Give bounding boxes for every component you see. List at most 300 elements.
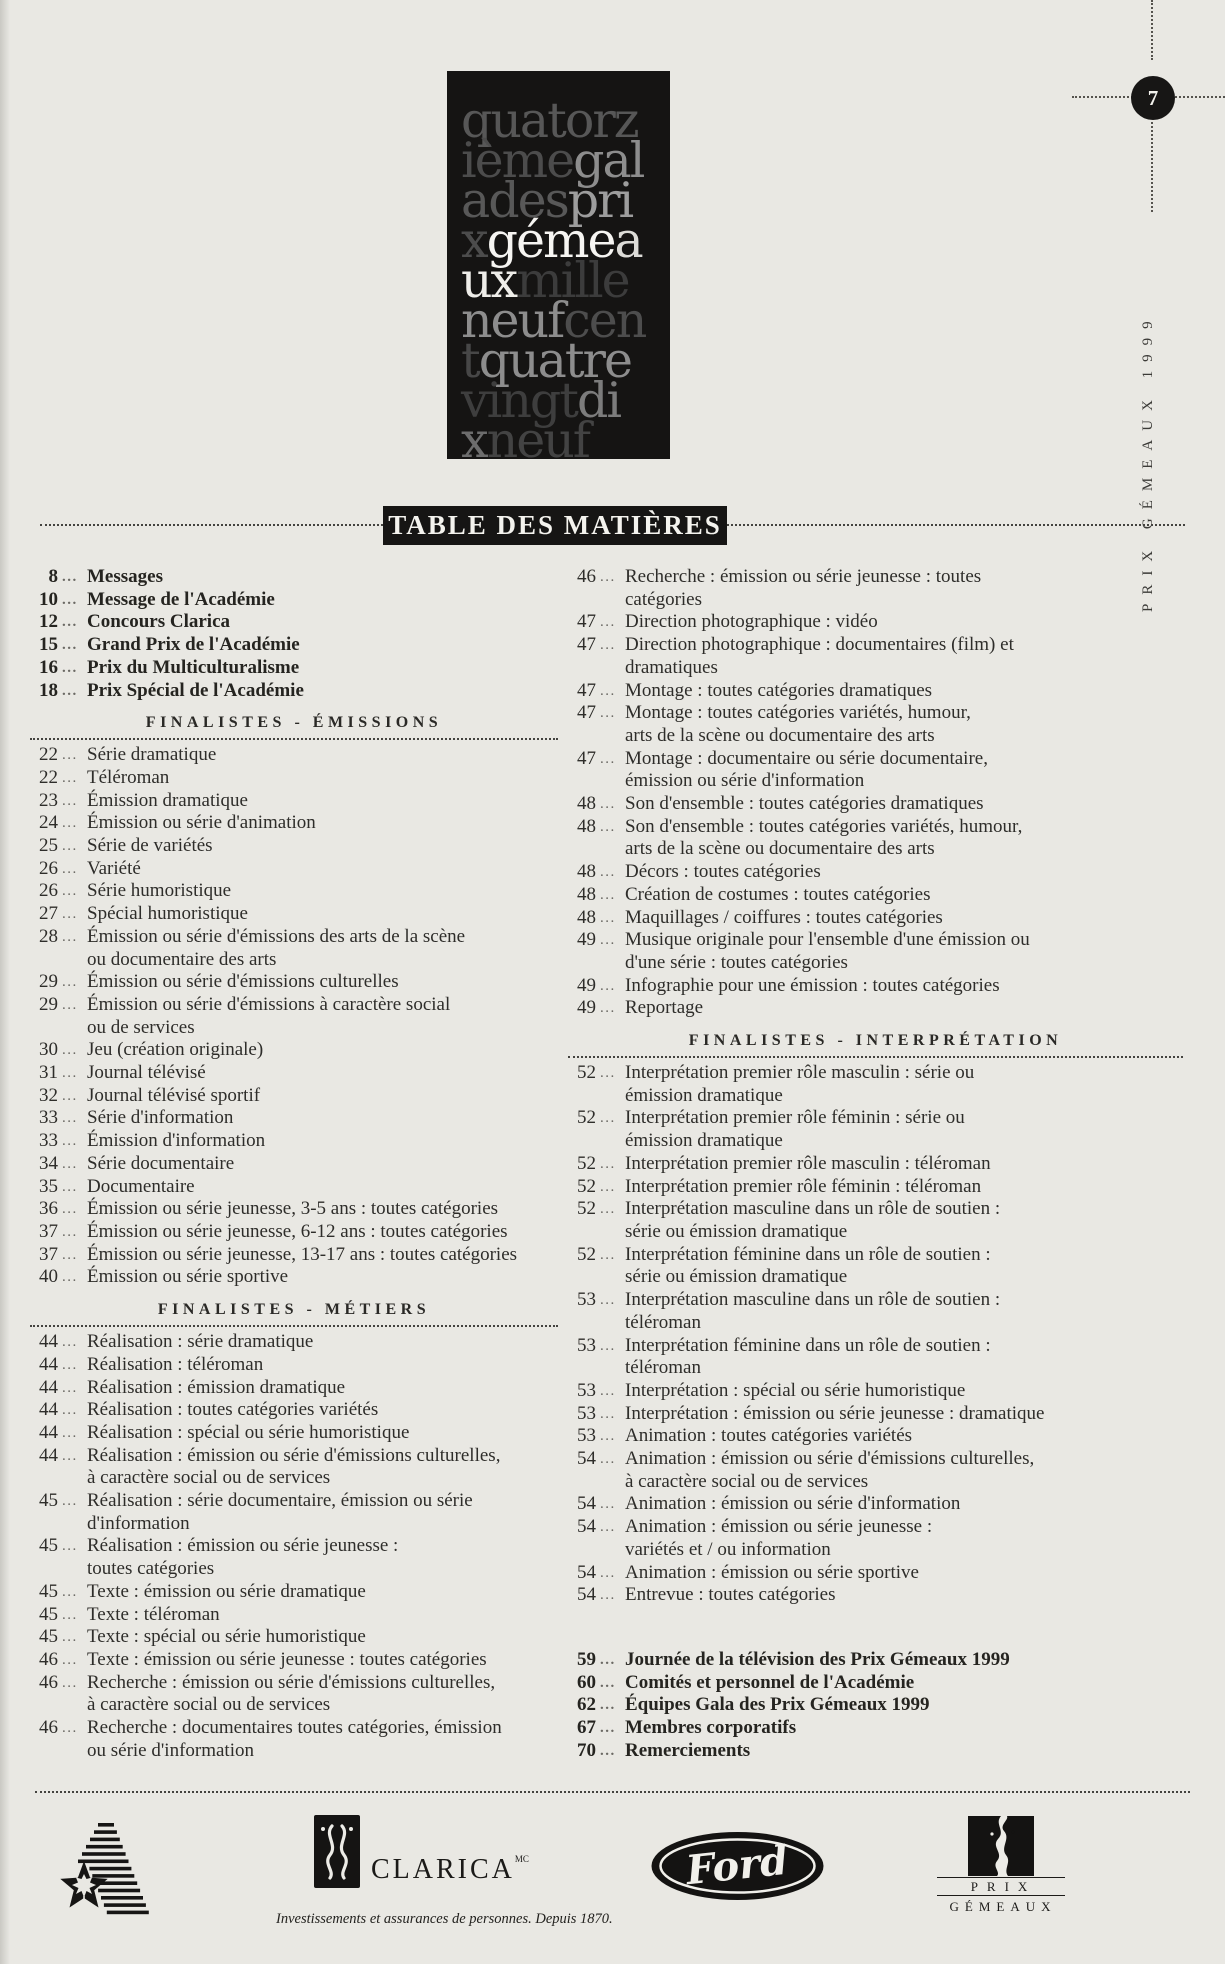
toc-entry (568, 1335, 1183, 1380)
masthead-line (461, 412, 670, 459)
masthead-segment: vingt (461, 372, 577, 429)
toc-page-number: 54 (577, 1493, 596, 1515)
toc-leader-dots: ... (62, 1269, 78, 1286)
toc-entry (568, 793, 1183, 816)
masthead-segment: di (576, 372, 621, 429)
toc-entry (568, 1584, 1183, 1607)
toc-leader-dots: ... (600, 1155, 616, 1172)
toc-entry (30, 812, 558, 835)
toc-label: Journal télévisé (87, 1062, 206, 1084)
toc-leader-dots: ... (62, 1246, 78, 1263)
toc-entry (568, 907, 1183, 930)
toc-entry (30, 1649, 558, 1672)
toc-label: Journée de la télévision des Prix Gémeaux 1999 (625, 1648, 1010, 1670)
toc-page-number: 53 (577, 1334, 596, 1356)
toc-entry (30, 1445, 558, 1490)
toc-label: Téléroman (87, 766, 170, 788)
toc-page-number: 15 (39, 634, 58, 656)
toc-leader-dots: ... (62, 1223, 78, 1240)
masthead-segment: ades (461, 172, 568, 229)
toc-label: Décors : toutes catégories (625, 861, 821, 883)
toc-leader-dots: ... (600, 1720, 616, 1737)
toc-label: Série humoristique (87, 880, 232, 902)
toc-leader-dots: ... (62, 637, 78, 654)
toc-label: Texte : spécial ou série humoristique (87, 1626, 366, 1648)
toc-label: Interprétation premier rôle féminin : série ou émission dramatique (625, 1107, 965, 1152)
toc-leader-dots: ... (62, 1629, 78, 1646)
toc-label: Texte : émission ou série jeunesse : toutes catégories (87, 1648, 487, 1670)
toc-page-number: 60 (577, 1671, 596, 1693)
toc-page-number: 47 (577, 747, 596, 769)
toc-page-number: 44 (39, 1444, 58, 1466)
toc-label: Émission ou série d'animation (87, 812, 316, 834)
toc-entry (568, 702, 1183, 747)
toc-entry (568, 1062, 1183, 1107)
toc-label: Texte : téléroman (87, 1603, 220, 1625)
clarica-logo-icon (314, 1815, 360, 1888)
prix-gemeaux-gemeaux-text: GÉMEAUX (949, 1899, 1057, 1914)
toc-entry (30, 1354, 558, 1377)
toc-entry (30, 657, 558, 680)
toc-entry (30, 1107, 558, 1130)
masthead-segment: x (461, 412, 487, 459)
toc-page-number: 48 (577, 861, 596, 883)
toc-page-number: 47 (577, 634, 596, 656)
toc-page-number: 49 (577, 929, 596, 951)
toc-page-number: 46 (39, 1717, 58, 1739)
toc-leader-dots: ... (600, 1292, 616, 1309)
toc-leader-dots: ... (62, 1720, 78, 1737)
toc-page-number: 36 (39, 1198, 58, 1220)
prix-gemeaux-rule-bottom (937, 1895, 1065, 1896)
toc-entry (30, 1153, 558, 1176)
toc-label: Spécial humoristique (87, 903, 248, 925)
toc-entry (30, 790, 558, 813)
prix-gemeaux-logo-icon (968, 1816, 1034, 1876)
toc-page-number: 54 (577, 1561, 596, 1583)
toc-label: Création de costumes : toutes catégories (625, 883, 931, 905)
toc-page-number: 34 (39, 1152, 58, 1174)
masthead-segment: quatorz (461, 92, 638, 149)
toc-leader-dots: ... (62, 815, 78, 832)
toc-label: Réalisation : téléroman (87, 1353, 264, 1375)
toc-entry (568, 1425, 1183, 1448)
toc-entry (30, 634, 558, 657)
ford-wordmark: Ford (683, 1836, 791, 1895)
toc-leader-dots: ... (62, 1042, 78, 1059)
toc-leader-dots: ... (62, 1447, 78, 1464)
toc-entry (30, 1266, 558, 1289)
toc-label: Réalisation : série documentaire, émission ou série d'information (87, 1490, 473, 1534)
toc-leader-dots: ... (62, 747, 78, 764)
toc-label: Animation : émission ou série sportive (625, 1561, 919, 1583)
toc-entry (568, 884, 1183, 907)
toc-label: Émission ou série jeunesse, 13-17 ans : toutes catégories (87, 1243, 518, 1265)
toc-leader-dots: ... (62, 883, 78, 900)
toc-column-left (30, 566, 558, 1762)
dotted-rule-vertical-top (1151, 0, 1153, 60)
toc-entry (568, 1403, 1183, 1426)
toc-leader-dots: ... (62, 996, 78, 1013)
toc-label: Équipes Gala des Prix Gémeaux 1999 (625, 1694, 930, 1716)
masthead-segment: géme (486, 212, 615, 269)
toc-page-number: 12 (39, 611, 58, 633)
toc-page-number: 10 (39, 588, 58, 610)
toc-page-number: 54 (577, 1448, 596, 1470)
toc-page-number: 67 (577, 1717, 596, 1739)
toc-leader-dots: ... (600, 977, 616, 994)
toc-leader-dots: ... (600, 569, 616, 585)
toc-entry (30, 1176, 558, 1199)
toc-page-number: 45 (39, 1535, 58, 1557)
toc-entry (30, 589, 558, 612)
toc-page-number: 40 (39, 1266, 58, 1288)
toc-label: Série dramatique (87, 744, 217, 766)
toc-label: Maquillages / coiffures : toutes catégories (625, 906, 943, 928)
toc-leader-dots: ... (600, 1405, 616, 1422)
toc-leader-dots: ... (600, 909, 616, 926)
toc-leader-dots: ... (600, 1587, 616, 1604)
side-vertical-text: PRIX GÉMEAUX 1999 (1140, 312, 1156, 612)
toc-leader-dots: ... (62, 682, 78, 699)
toc-leader-dots: ... (600, 1496, 616, 1513)
toc-entry (568, 1176, 1183, 1199)
toc-label: Remerciements (625, 1739, 751, 1761)
toc-label: Messages (87, 566, 163, 587)
toc-entry (568, 1107, 1183, 1152)
toc-entry (30, 1672, 558, 1717)
toc-label: Interprétation : spécial ou série humoristique (625, 1379, 966, 1401)
toc-label: Concours Clarica (87, 611, 231, 633)
clarica-name-text: CLARICA (371, 1854, 515, 1885)
toc-entry (568, 1153, 1183, 1176)
toc-label: Recherche : émission ou série jeunesse : toutes catégories (625, 566, 982, 610)
masthead-segment: quatre (478, 332, 631, 389)
toc-label: Jeu (création originale) (87, 1039, 264, 1061)
toc-leader-dots: ... (600, 886, 616, 903)
toc-leader-dots: ... (600, 1564, 616, 1581)
toc-entry (568, 1244, 1183, 1289)
toc-label: Prix Spécial de l'Académie (87, 679, 304, 701)
toc-entry (30, 1535, 558, 1580)
toc-leader-dots: ... (600, 1451, 616, 1468)
masthead-segment: t (461, 332, 479, 389)
toc-label: Comités et personnel de l'Académie (625, 1671, 915, 1693)
toc-page-number: 52 (577, 1198, 596, 1220)
toc-page-number: 45 (39, 1490, 58, 1512)
masthead-segment: cen (563, 292, 646, 349)
toc-label: Direction photographique : documentaires (film) et dramatiques (625, 634, 1014, 678)
clarica-trademark: MC (514, 1854, 529, 1864)
toc-leader-dots: ... (62, 1402, 78, 1419)
toc-page-number: 54 (577, 1516, 596, 1538)
toc-page-number: 30 (39, 1039, 58, 1061)
toc-leader-dots: ... (600, 682, 616, 699)
toc-page-number: 35 (39, 1175, 58, 1197)
toc-entry (30, 611, 558, 634)
prix-gemeaux-prix-text: PRIX (970, 1879, 1037, 1894)
toc-page-number: 52 (577, 1175, 596, 1197)
toc-leader-dots: ... (62, 928, 78, 945)
page-title: TABLE DES MATIÈRES (383, 506, 727, 545)
toc-leader-dots: ... (62, 1606, 78, 1623)
toc-label: Son d'ensemble : toutes catégories dramatiques (625, 793, 984, 815)
toc-leader-dots: ... (600, 614, 616, 631)
toc-page-number: 48 (577, 906, 596, 928)
toc-leader-dots: ... (62, 1538, 78, 1555)
toc-page-number: 70 (577, 1739, 596, 1761)
toc-page-number: 44 (39, 1376, 58, 1398)
toc-section-heading: FINALISTES - MÉTIERS (157, 1301, 431, 1319)
toc-page-number: 27 (39, 903, 58, 925)
toc-page-number: 29 (39, 993, 58, 1015)
toc-label: Documentaire (87, 1175, 195, 1197)
toc-entry (568, 1694, 1183, 1717)
toc-leader-dots: ... (600, 1382, 616, 1399)
toc-entry (30, 858, 558, 881)
toc-page-number: 44 (39, 1399, 58, 1421)
toc-label: Prix du Multiculturalisme (87, 656, 300, 678)
toc-leader-dots: ... (62, 974, 78, 991)
toc-entry (30, 1221, 558, 1244)
toc-leader-dots: ... (62, 1110, 78, 1127)
clarica-wordmark (371, 1854, 529, 1886)
toc-page-number: 48 (577, 793, 596, 815)
toc-label: Montage : toutes catégories dramatiques (625, 679, 933, 701)
toc-entry (30, 1130, 558, 1153)
masthead-lines (461, 92, 670, 459)
toc-leader-dots: ... (600, 1742, 616, 1759)
toc-label: Émission dramatique (87, 789, 248, 811)
toc-leader-dots: ... (62, 906, 78, 923)
toc-label: Son d'ensemble : toutes catégories variétés, humour, arts de la scène ou documentaire des arts (625, 815, 1023, 860)
toc-label: Message de l'Académie (87, 588, 275, 610)
toc-label: Interprétation masculine dans un rôle de soutien : téléroman (625, 1289, 1001, 1333)
toc-label: Émission ou série jeunesse, 6-12 ans : toutes catégories (87, 1220, 508, 1242)
toc-entry (30, 1581, 558, 1604)
toc-label: Montage : documentaire ou série documentaire, émission ou série d'information (625, 747, 988, 792)
toc-page-number: 52 (577, 1107, 596, 1129)
toc-entry (568, 1516, 1183, 1561)
dotted-rule-section (568, 1056, 1183, 1058)
toc-label: Montage : toutes catégories variétés, humour, arts de la scène ou documentaire des arts (625, 702, 971, 746)
toc-label: Animation : émission ou série jeunesse : variétés et / ou information (625, 1516, 933, 1560)
masthead-segment: x (461, 212, 487, 269)
toc-leader-dots: ... (600, 1337, 616, 1354)
toc-label: Interprétation premier rôle masculin : série ou émission dramatique (625, 1062, 975, 1106)
masthead-segment: neuf (486, 412, 589, 459)
toc-entry (30, 1422, 558, 1445)
toc-entry (30, 1490, 558, 1535)
toc-entry (568, 1649, 1183, 1672)
toc-leader-dots: ... (600, 864, 616, 881)
toc-page-number: 45 (39, 1603, 58, 1625)
toc-label: Émission ou série d'émissions à caractère social ou de services (87, 993, 451, 1038)
toc-label: Animation : toutes catégories variétés (625, 1425, 913, 1447)
toc-label: Série documentaire (87, 1152, 235, 1174)
toc-page-number: 47 (577, 702, 596, 724)
toc-entry (568, 566, 1183, 611)
toc-leader-dots: ... (600, 1697, 616, 1714)
toc-leader-dots: ... (62, 1087, 78, 1104)
toc-label: Musique originale pour l'ensemble d'une émission ou d'une série : toutes catégories (625, 929, 1030, 973)
toc-page-number: 22 (39, 744, 58, 766)
toc-label: Journal télévisé sportif (87, 1084, 261, 1106)
toc-label: Réalisation : série dramatique (87, 1331, 314, 1353)
toc-leader-dots: ... (62, 659, 78, 676)
toc-page-number: 53 (577, 1425, 596, 1447)
toc-label: Interprétation premier rôle féminin : téléroman (625, 1175, 982, 1197)
toc-label: Texte : émission ou série dramatique (87, 1580, 366, 1602)
toc-entry (30, 1626, 558, 1649)
toc-page-number: 48 (577, 883, 596, 905)
toc-entry (30, 971, 558, 994)
masthead-segment: mille (516, 252, 629, 309)
toc-page-number: 37 (39, 1243, 58, 1265)
toc-label: Infographie pour une émission : toutes catégories (625, 974, 1000, 996)
toc-label: Grand Prix de l'Académie (87, 634, 300, 656)
toc-page-number: 31 (39, 1062, 58, 1084)
toc-entry (568, 1289, 1183, 1334)
masthead-segment: pri (567, 172, 633, 229)
toc-page-number: 26 (39, 880, 58, 902)
toc-leader-dots: ... (62, 1424, 78, 1441)
toc-page-number: 53 (577, 1379, 596, 1401)
toc-label: Direction photographique : vidéo (625, 611, 878, 633)
toc-label: Entrevue : toutes catégories (625, 1584, 836, 1606)
toc-page-number: 22 (39, 766, 58, 788)
toc-page-number: 33 (39, 1130, 58, 1152)
toc-entry (30, 1039, 558, 1062)
toc-label: Interprétation : émission ou série jeunesse : dramatique (625, 1402, 1045, 1424)
masthead-segment: a (614, 212, 642, 269)
toc-page-number: 59 (577, 1648, 596, 1670)
toc-leader-dots: ... (62, 1133, 78, 1150)
dotted-rule-bottom (35, 1791, 1190, 1793)
toc-entry (568, 929, 1183, 974)
toc-page-number: 46 (577, 566, 596, 587)
toc-page-number: 44 (39, 1331, 58, 1353)
toc-page-number: 44 (39, 1421, 58, 1443)
toc-label: Émission ou série sportive (87, 1266, 289, 1288)
toc-page-number: 28 (39, 925, 58, 947)
page-number-badge: 7 (1131, 76, 1175, 120)
toc-label: Membres corporatifs (625, 1717, 797, 1739)
toc-leader-dots: ... (600, 637, 616, 654)
toc-entry (30, 566, 558, 589)
toc-entry (30, 1604, 558, 1627)
toc-page-number: 46 (39, 1671, 58, 1693)
toc-section-heading: FINALISTES - INTERPRÉTATION (688, 1032, 1063, 1050)
toc-leader-dots: ... (600, 1674, 616, 1691)
toc-page-number: 52 (577, 1152, 596, 1174)
toc-label: Réalisation : émission dramatique (87, 1376, 346, 1398)
toc-leader-dots: ... (62, 1334, 78, 1351)
toc-leader-dots: ... (600, 750, 616, 767)
toc-leader-dots: ... (62, 569, 78, 585)
toc-leader-dots: ... (62, 1178, 78, 1195)
toc-label: Série de variétés (87, 835, 213, 857)
toc-entry (568, 997, 1183, 1020)
toc-page-number: 45 (39, 1626, 58, 1648)
toc-page-number: 54 (577, 1584, 596, 1606)
toc-leader-dots: ... (600, 1246, 616, 1263)
toc-leader-dots: ... (600, 1178, 616, 1195)
toc-leader-dots: ... (62, 1379, 78, 1396)
masthead-segment: neuf (461, 292, 564, 349)
toc-leader-dots: ... (62, 1493, 78, 1510)
toc-label: Interprétation masculine dans un rôle de soutien : série ou émission dramatique (625, 1198, 1001, 1242)
toc-column-right (568, 566, 1183, 1762)
toc-entry (568, 816, 1183, 861)
toc-leader-dots: ... (600, 1428, 616, 1445)
toc-entry (30, 744, 558, 767)
toc-entry (30, 1244, 558, 1267)
toc-label: Recherche : documentaires toutes catégories, émission ou série d'information (87, 1717, 502, 1761)
toc-entry (568, 1380, 1183, 1403)
toc-entry (568, 1198, 1183, 1243)
toc-entry (30, 767, 558, 790)
toc-entry (568, 975, 1183, 998)
ford-logo-icon (650, 1831, 825, 1901)
toc-entry (30, 1085, 558, 1108)
toc-page-number: 29 (39, 971, 58, 993)
toc-gap (568, 1607, 1183, 1649)
toc-page-number: 18 (39, 679, 58, 701)
toc-leader-dots: ... (600, 1110, 616, 1127)
toc-label: Recherche : émission ou série d'émissions culturelles, à caractère social ou de services (87, 1671, 496, 1716)
toc-page-number: 52 (577, 1062, 596, 1084)
toc-entry (568, 1562, 1183, 1585)
dotted-rule-title-left (40, 524, 383, 526)
toc-leader-dots: ... (600, 1000, 616, 1017)
toc-entry (568, 861, 1183, 884)
toc-leader-dots: ... (62, 1201, 78, 1218)
toc-page-number: 49 (577, 997, 596, 1019)
toc-page-number: 25 (39, 835, 58, 857)
toc-label: Interprétation féminine dans un rôle de soutien : série ou émission dramatique (625, 1243, 991, 1288)
toc-entry (30, 1331, 558, 1354)
toc-label: Émission d'information (87, 1130, 266, 1152)
toc-page-number: 23 (39, 789, 58, 811)
toc-entry (30, 1377, 558, 1400)
toc-page-number: 24 (39, 812, 58, 834)
toc-leader-dots: ... (62, 1155, 78, 1172)
toc-entry (568, 1448, 1183, 1493)
toc-entry (568, 634, 1183, 679)
dotted-rule-vertical-mid (1151, 122, 1153, 212)
toc-leader-dots: ... (600, 932, 616, 949)
toc-entry (30, 994, 558, 1039)
toc-label: Animation : émission ou série d'information (625, 1493, 961, 1515)
toc-entry (30, 926, 558, 971)
toc-entry (30, 1198, 558, 1221)
toc-page-number: 32 (39, 1084, 58, 1106)
toc-leader-dots: ... (600, 705, 616, 722)
toc-entry (568, 1717, 1183, 1740)
toc-leader-dots: ... (600, 1651, 616, 1668)
toc-label: Série d'information (87, 1107, 234, 1129)
dotted-rule-title-right (727, 524, 1185, 526)
toc-leader-dots: ... (62, 1651, 78, 1668)
toc-label: Réalisation : émission ou série jeunesse : toutes catégories (87, 1535, 399, 1580)
toc-page-number: 52 (577, 1243, 596, 1265)
toc-entry (30, 903, 558, 926)
toc-leader-dots: ... (600, 1519, 616, 1536)
toc-leader-dots: ... (62, 1674, 78, 1691)
toc-leader-dots: ... (600, 1065, 616, 1082)
toc-label: Émission ou série d'émissions culturelles (87, 971, 399, 993)
